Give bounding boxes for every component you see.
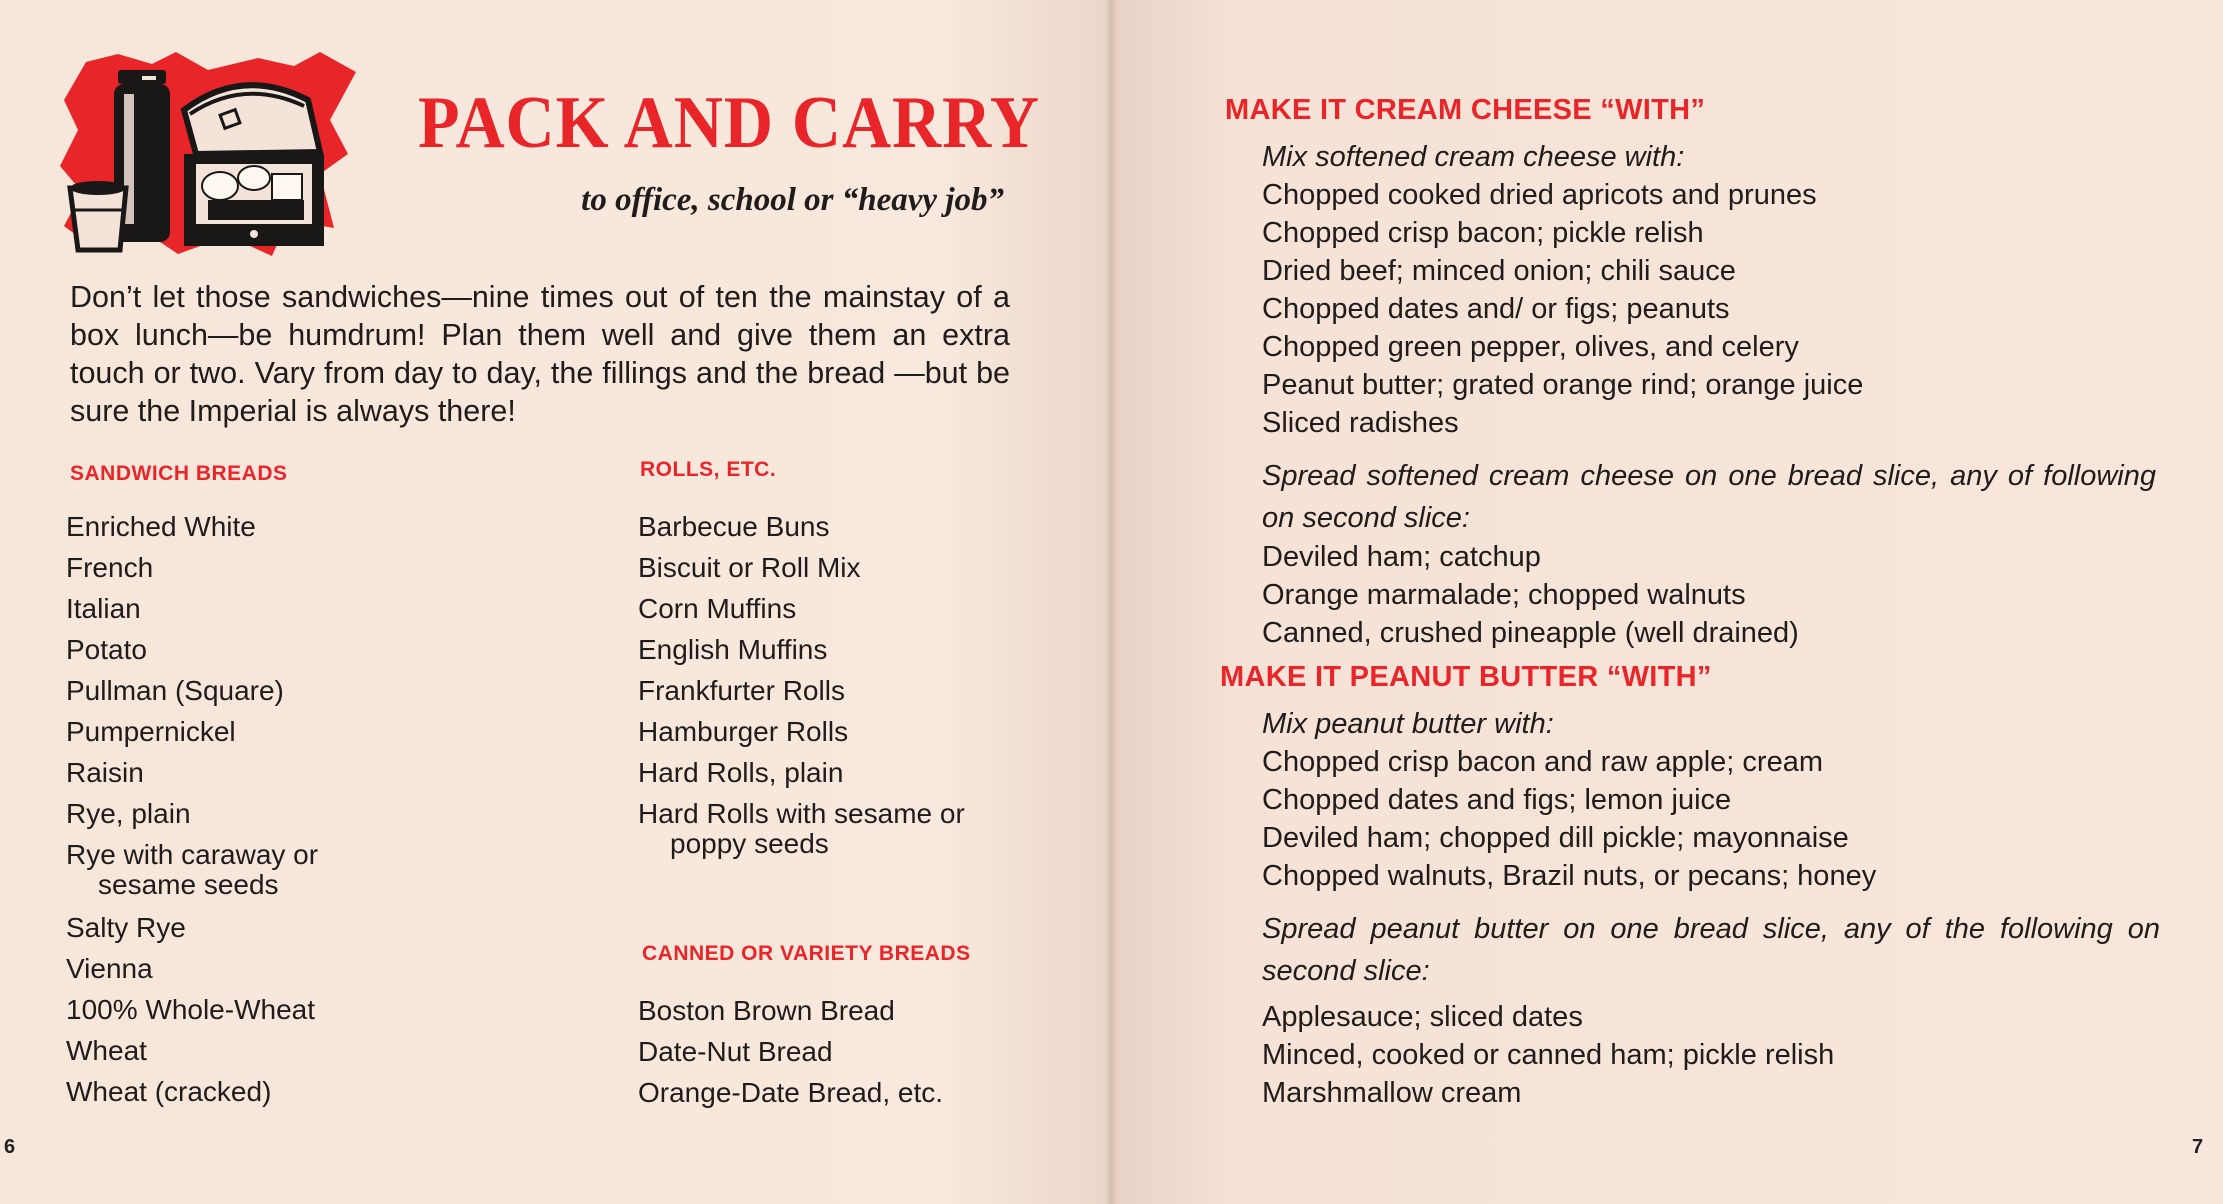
list-item: Date-Nut Bread — [638, 1036, 833, 1067]
list-item: Frankfurter Rolls — [638, 675, 845, 706]
list-item: Chopped crisp bacon and raw apple; cream — [1262, 746, 1823, 778]
list-item: Chopped cooked dried apricots and prunes — [1262, 179, 1817, 211]
peanut-butter-mix-list — [1262, 743, 1876, 895]
lunchbox-icon — [184, 85, 324, 246]
list-item: 100% Whole-Wheat — [66, 994, 316, 1025]
cream-cheese-spread-list — [1262, 538, 1799, 652]
canned-breads-heading: CANNED OR VARIETY BREADS — [642, 942, 971, 965]
rolls-heading: ROLLS, ETC. — [640, 458, 777, 481]
list-item: Chopped dates and/ or figs; peanuts — [1262, 293, 1730, 325]
list-item: Italian — [66, 593, 141, 624]
cream-cheese-heading: MAKE IT CREAM CHEESE “WITH” — [1225, 94, 1706, 126]
list-item: Peanut butter; grated orange rind; orange juice — [1262, 369, 1864, 401]
list-item: English Muffins — [638, 634, 828, 665]
list-item: Vienna — [66, 953, 153, 984]
list-item: Hard Rolls, plain — [638, 757, 844, 788]
list-item: Corn Muffins — [638, 593, 797, 624]
list-item: Chopped green pepper, olives, and celery — [1262, 331, 1799, 363]
list-item — [638, 793, 965, 860]
list-item-continuation: sesame seeds — [98, 869, 279, 900]
list-item: Minced, cooked or canned ham; pickle relish — [1262, 1039, 1835, 1071]
list-item: Orange marmalade; chopped walnuts — [1262, 579, 1746, 611]
sandwich-breads-list — [66, 506, 318, 1112]
peanut-butter-heading: MAKE IT PEANUT BUTTER “WITH” — [1220, 661, 1712, 693]
list-item — [66, 834, 318, 901]
list-item-text: Hard Rolls with sesame or — [638, 798, 965, 829]
list-item: Salty Rye — [66, 912, 186, 943]
list-item: Boston Brown Bread — [638, 995, 895, 1026]
list-item: Dried beef; minced onion; chili sauce — [1262, 255, 1736, 287]
list-item: Pullman (Square) — [66, 675, 284, 706]
page-subtitle: to office, school or “heavy job” — [581, 182, 1004, 218]
list-item: Chopped dates and figs; lemon juice — [1262, 784, 1732, 816]
list-item: Rye, plain — [66, 798, 191, 829]
peanut-butter-spread-list — [1262, 998, 1834, 1112]
cream-cheese-spread-intro: Spread softened cream cheese on one bread slice, any of following on second slice: — [1262, 460, 2156, 534]
cream-cheese-mix-list — [1262, 176, 1863, 442]
list-item: Enriched White — [66, 511, 256, 542]
list-item: French — [66, 552, 154, 583]
intro-paragraph: Don’t let those sandwiches—nine times out of ten the mainstay of a box lunch—be humdrum! Plan them well and give them an extra touch or two. Vary from day to day, the fillings and the bread —but be sure the Imperial is always there! — [70, 280, 1010, 428]
list-item: Sliced radishes — [1262, 407, 1459, 439]
page-number-left: 6 — [4, 1136, 16, 1158]
list-item: Biscuit or Roll Mix — [638, 552, 861, 583]
list-item: Deviled ham; catchup — [1262, 541, 1541, 573]
list-item: Wheat (cracked) — [66, 1076, 272, 1107]
peanut-butter-spread-intro: Spread peanut butter on one bread slice, any of the following on second slice: — [1262, 913, 2160, 987]
list-item-text: Rye with caraway or — [66, 839, 319, 870]
list-item: Hamburger Rolls — [638, 716, 849, 747]
canned-breads-list — [638, 990, 943, 1113]
peanut-butter-mix-intro: Mix peanut butter with: — [1262, 708, 1554, 740]
list-item: Orange-Date Bread, etc. — [638, 1077, 944, 1108]
list-item: Potato — [66, 634, 147, 665]
cream-cheese-mix-intro: Mix softened cream cheese with: — [1262, 141, 1685, 173]
cup-icon — [70, 181, 126, 250]
book-spine — [1104, 0, 1118, 1204]
list-item: Barbecue Buns — [638, 511, 830, 542]
page-number-right: 7 — [2192, 1136, 2204, 1158]
list-item: Wheat — [66, 1035, 147, 1066]
list-item: Canned, crushed pineapple (well drained) — [1262, 617, 1799, 649]
list-item: Chopped walnuts, Brazil nuts, or pecans; honey — [1262, 860, 1877, 892]
page-title: PACK AND CARRY — [418, 82, 1040, 164]
sandwich-breads-heading: SANDWICH BREADS — [70, 462, 288, 485]
list-item-continuation: poppy seeds — [670, 828, 829, 859]
list-item: Marshmallow cream — [1262, 1077, 1522, 1109]
list-item: Chopped crisp bacon; pickle relish — [1262, 217, 1704, 249]
list-item: Raisin — [66, 757, 144, 788]
list-item: Pumpernickel — [66, 716, 236, 747]
rolls-list — [638, 506, 965, 866]
list-item: Applesauce; sliced dates — [1262, 1001, 1583, 1033]
list-item: Deviled ham; chopped dill pickle; mayonnaise — [1262, 822, 1849, 854]
lunchbox-illustration — [58, 50, 358, 262]
